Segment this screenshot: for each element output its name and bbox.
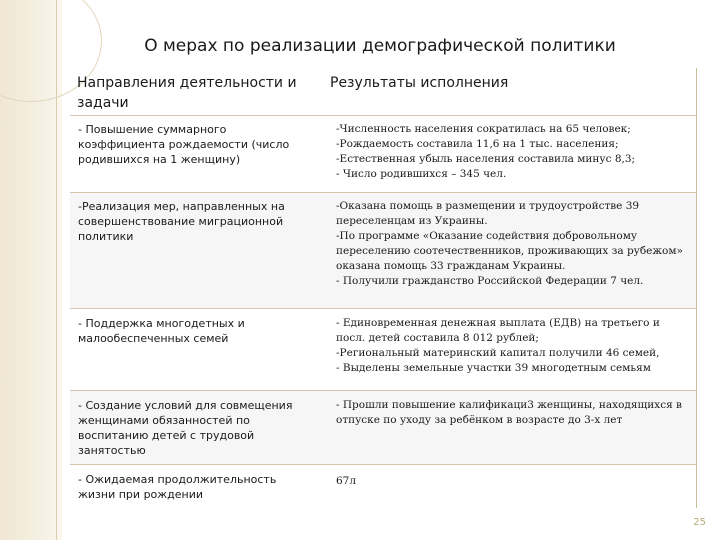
result-line: 67л <box>336 475 357 487</box>
task-cell: - Поддержка многодетных и малообеспеченных семей <box>78 317 245 345</box>
result-line: -По программе «Оказание содействия добровольному переселению соотечественников, проживающих за рубежом» оказана помощь 33 гражданам Украины. <box>336 230 683 272</box>
page-number: 25 <box>693 517 706 528</box>
result-line: - Прошли повышение калификаци3 женщины, находящихся в отпуске по уходу за ребёнком в возрасте до 3-х лет <box>336 399 682 426</box>
table-row <box>70 390 696 465</box>
result-line: -Рождаемость составила 11,6 на 1 тыс. населения; <box>336 138 619 150</box>
result-line: -Естественная убыль населения составила минус 8,3; <box>336 153 636 165</box>
column-header-results: Результаты исполнения <box>330 75 509 91</box>
results-cell <box>336 199 688 289</box>
result-line: - Число родившихся – 345 чел. <box>336 168 507 180</box>
result-line: -Численность населения сократилась на 65 человек; <box>336 123 631 135</box>
table-row <box>70 192 696 309</box>
result-line: - Выделены земельные участки 39 многодетным семьям <box>336 362 651 374</box>
results-cell <box>336 122 688 182</box>
result-line: -Оказана помощь в размещении и трудоустройстве 39 переселенцам из Украины. <box>336 200 640 227</box>
column-header-tasks: Направления деятельности и задачи <box>77 75 297 111</box>
results-cell <box>336 474 688 489</box>
result-line: - Получили гражданство Российской Федерации 7 чел. <box>336 275 644 287</box>
result-line: - Единовременная денежная выплата (ЕДВ) на третьего и посл. детей составила 8 012 рублей; <box>336 317 660 344</box>
task-cell: - Повышение суммарного коэффициента рождаемости (число родившихся на 1 женщину) <box>78 123 290 166</box>
slide-title: О мерах по реализации демографической политики <box>144 36 616 56</box>
results-cell <box>336 398 688 428</box>
task-cell: -Реализация мер, направленных на совершенствование миграционной политики <box>78 200 285 243</box>
table-row <box>70 115 696 193</box>
result-line: -Региональный материнский капитал получили 46 семей, <box>336 347 660 359</box>
task-cell: - Ожидаемая продолжительность жизни при рождении <box>78 473 277 501</box>
table-row <box>70 308 696 391</box>
decorative-side-line <box>56 0 57 540</box>
task-cell: - Создание условий для совмещения женщинами обязанностей по воспитанию детей с трудовой занятостью <box>78 399 293 457</box>
table-row <box>70 464 696 509</box>
results-cell <box>336 316 688 376</box>
